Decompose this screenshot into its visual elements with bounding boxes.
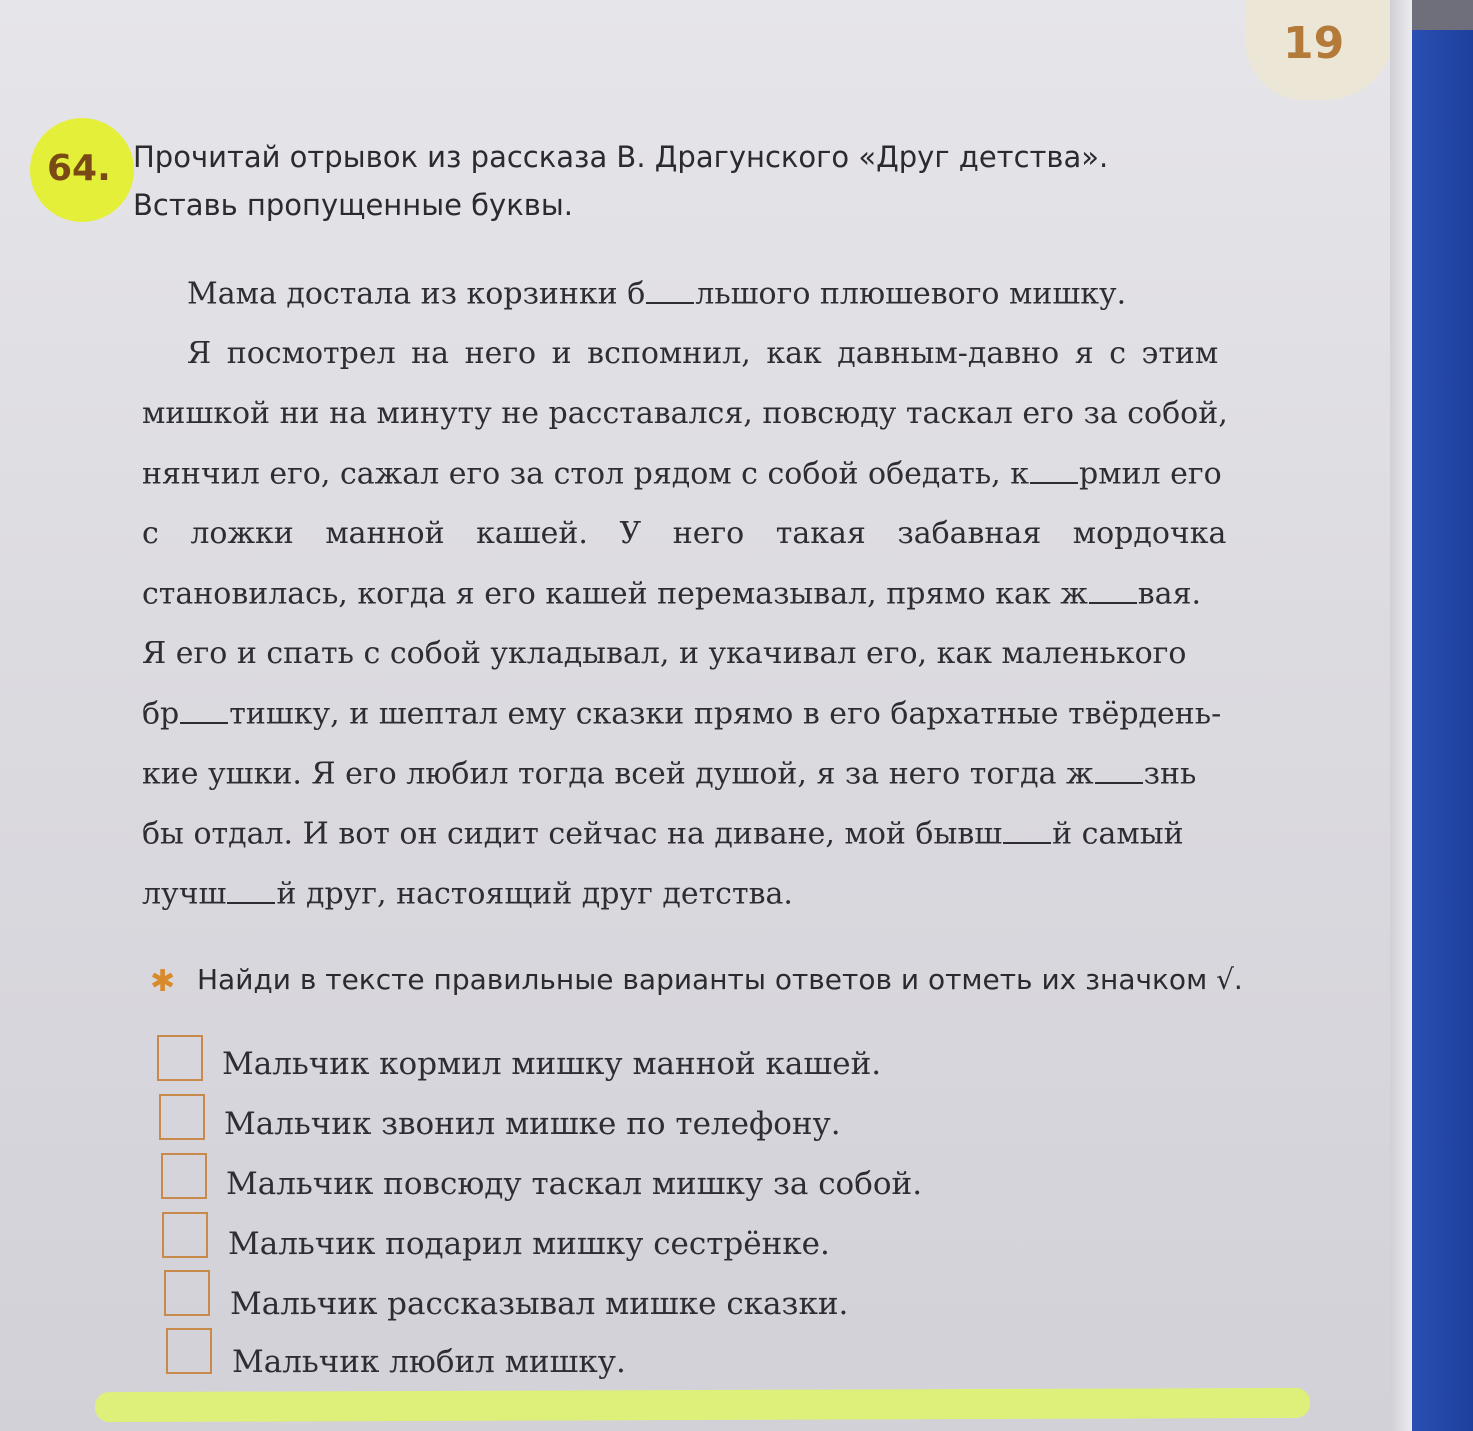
- option-checkbox[interactable]: [159, 1094, 205, 1140]
- option-label: Мальчик любил мишку.: [232, 1344, 626, 1380]
- passage-line: лучш й друг, настоящий друг детства.: [142, 876, 793, 912]
- option-label: Мальчик подарил мишку сестрёнке.: [228, 1226, 830, 1262]
- book-cover: [1412, 30, 1473, 1431]
- option-label: Мальчик звонил мишке по телефону.: [224, 1106, 841, 1142]
- passage-line: Мама достала из корзинки б льшого плюшевого мишку.: [187, 276, 1127, 312]
- instruction-line-1: Прочитай отрывок из рассказа В. Драгунского «Друг детства».: [133, 140, 1109, 174]
- passage-line: мишкой ни на минуту не расставался, повсюду таскал его за собой,: [142, 396, 1228, 431]
- blank-gap[interactable]: [646, 276, 694, 304]
- passage-line: бр тишку, и шептал ему сказки прямо в его бархатные твёрдень-: [142, 696, 1222, 732]
- option-label: Мальчик кормил мишку манной кашей.: [222, 1046, 882, 1082]
- option-checkbox[interactable]: [157, 1035, 203, 1081]
- option-label: Мальчик рассказывал мишке сказки.: [230, 1286, 849, 1322]
- page-number: 19: [1283, 18, 1345, 69]
- passage-line: нянчил его, сажал его за стол рядом с собой обедать, к рмил его: [142, 456, 1222, 492]
- task-number: 64.: [47, 148, 111, 189]
- blank-gap[interactable]: [1089, 576, 1137, 604]
- passage-line: Я посмотрел на него и вспомнил, как давным-давно я с этим: [187, 336, 1219, 371]
- highlighter-mark: [95, 1388, 1310, 1422]
- page-edge: [1390, 0, 1412, 1431]
- passage-line: Я его и спать с собой укладывал, и укачивал его, как маленького: [142, 636, 1187, 671]
- option-checkbox[interactable]: [162, 1212, 208, 1258]
- blank-gap[interactable]: [1030, 456, 1078, 484]
- option-checkbox[interactable]: [164, 1270, 210, 1316]
- blank-gap[interactable]: [1095, 756, 1143, 784]
- passage-line: бы отдал. И вот он сидит сейчас на диване, мой бывш й самый: [142, 816, 1184, 852]
- passage-line: кие ушки. Я его любил тогда всей душой, я за него тогда ж знь: [142, 756, 1197, 792]
- blank-gap[interactable]: [180, 696, 228, 724]
- option-label: Мальчик повсюду таскал мишку за собой.: [226, 1166, 923, 1202]
- sub-task-instruction: Найди в тексте правильные варианты ответов и отметь их значком √.: [197, 963, 1243, 996]
- star-icon: ✱: [150, 964, 176, 999]
- blank-gap[interactable]: [1003, 816, 1051, 844]
- passage-line: с ложки манной кашей. У него такая забавная мордочка: [142, 516, 1227, 551]
- option-checkbox[interactable]: [161, 1153, 207, 1199]
- option-checkbox[interactable]: [166, 1328, 212, 1374]
- blank-gap[interactable]: [227, 876, 275, 904]
- passage-line: становилась, когда я его кашей перемазывал, прямо как ж вая.: [142, 576, 1202, 612]
- instruction-line-2: Вставь пропущенные буквы.: [133, 188, 573, 222]
